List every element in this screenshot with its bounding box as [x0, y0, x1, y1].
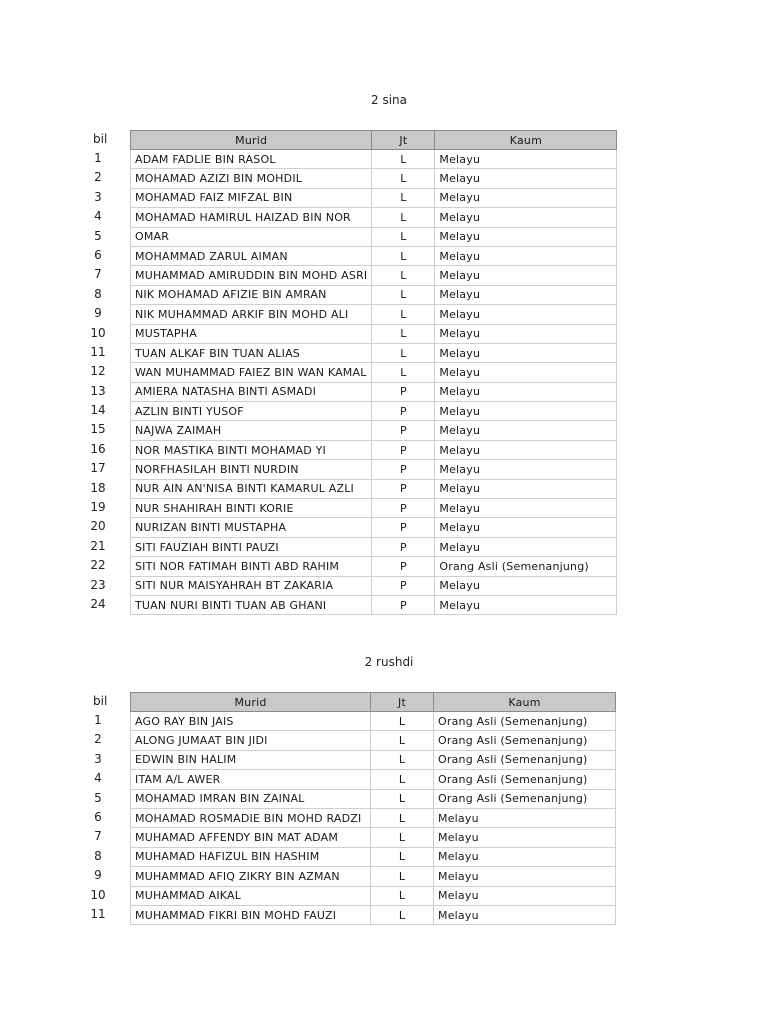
kaum-cell: Melayu [435, 246, 617, 265]
table-row [131, 227, 617, 246]
table-row [131, 382, 617, 401]
murid-cell: NUR SHAHIRAH BINTI KORIE [131, 499, 372, 518]
kaum-cell: Melayu [434, 847, 616, 866]
table-row [131, 343, 617, 362]
jt-cell: P [372, 460, 435, 479]
table-row [131, 285, 617, 304]
table-row [131, 712, 616, 731]
row-number: 16 [90, 441, 106, 456]
kaum-cell: Orang Asli (Semenanjung) [434, 789, 616, 808]
kaum-cell: Melayu [435, 285, 617, 304]
row-number: 10 [90, 325, 106, 340]
column-header-murid: Murid [131, 131, 372, 150]
kaum-cell: Melayu [435, 421, 617, 440]
kaum-cell: Melayu [435, 169, 617, 188]
jt-cell: P [372, 595, 435, 614]
table-row [131, 363, 617, 382]
table-row [131, 808, 616, 827]
row-number: 11 [90, 344, 106, 359]
jt-cell: L [371, 847, 434, 866]
row-number: 4 [94, 209, 102, 224]
row-number: 14 [90, 403, 106, 418]
jt-cell: L [372, 266, 435, 285]
murid-cell: NIK MUHAMMAD ARKIF BIN MOHD ALI [131, 305, 372, 324]
murid-cell: NUR AIN AN'NISA BINTI KAMARUL AZLI [131, 479, 372, 498]
table-row [131, 789, 616, 808]
row-number: 17 [90, 461, 106, 476]
kaum-cell: Melayu [435, 305, 617, 324]
murid-cell: SITI FAUZIAH BINTI PAUZI [131, 537, 372, 556]
murid-cell: MOHAMAD ROSMADIE BIN MOHD RADZI [131, 808, 371, 827]
section-title-2-rushdi: 2 rushdi [364, 655, 414, 669]
kaum-cell: Melayu [435, 208, 617, 227]
table-row [131, 499, 617, 518]
table-row [131, 557, 617, 576]
murid-cell: SITI NOR FATIMAH BINTI ABD RAHIM [131, 557, 372, 576]
kaum-cell: Melayu [435, 479, 617, 498]
murid-cell: MUHAMMAD AIKAL [131, 886, 371, 905]
table-row [131, 770, 616, 789]
table-row [131, 246, 617, 265]
jt-cell: L [372, 169, 435, 188]
table-row [131, 440, 617, 459]
table-row [131, 305, 617, 324]
murid-cell: ALONG JUMAAT BIN JIDI [131, 731, 371, 750]
row-number: 5 [94, 228, 102, 243]
murid-cell: MUHAMMAD AFIQ ZIKRY BIN AZMAN [131, 867, 371, 886]
table-row [131, 518, 617, 537]
kaum-cell: Melayu [435, 518, 617, 537]
kaum-cell: Melayu [435, 266, 617, 285]
column-header-murid: Murid [131, 693, 371, 712]
kaum-cell: Melayu [434, 886, 616, 905]
murid-cell: MUSTAPHA [131, 324, 372, 343]
table-row [131, 576, 617, 595]
kaum-cell: Melayu [434, 808, 616, 827]
table-row [131, 847, 616, 866]
row-number: 8 [94, 848, 102, 863]
jt-cell: L [371, 750, 434, 769]
table-body [131, 712, 616, 925]
table-row [131, 479, 617, 498]
bil-header: bil [93, 132, 108, 146]
table-row [131, 169, 617, 188]
section-title-2-sina: 2 sina [371, 93, 407, 107]
jt-cell: L [371, 712, 434, 731]
jt-cell: L [371, 867, 434, 886]
kaum-cell: Orang Asli (Semenanjung) [434, 770, 616, 789]
jt-cell: L [371, 808, 434, 827]
murid-cell: NORFHASILAH BINTI NURDIN [131, 460, 372, 479]
murid-cell: NOR MASTIKA BINTI MOHAMAD YI [131, 440, 372, 459]
murid-cell: AGO RAY BIN JAIS [131, 712, 371, 731]
kaum-cell: Orang Asli (Semenanjung) [434, 712, 616, 731]
table-row [131, 537, 617, 556]
murid-cell: MOHAMAD HAMIRUL HAIZAD BIN NOR [131, 208, 372, 227]
kaum-cell: Melayu [435, 460, 617, 479]
row-number: 6 [94, 247, 102, 262]
row-number: 24 [90, 596, 106, 611]
jt-cell: L [372, 324, 435, 343]
jt-cell: L [372, 246, 435, 265]
murid-cell: NAJWA ZAIMAH [131, 421, 372, 440]
row-number: 13 [90, 383, 106, 398]
kaum-cell: Melayu [435, 324, 617, 343]
jt-cell: P [372, 499, 435, 518]
row-number: 7 [94, 267, 102, 282]
table-row [131, 188, 617, 207]
table-row [131, 460, 617, 479]
row-number: 2 [94, 170, 102, 185]
row-number: 15 [90, 422, 106, 437]
row-number: 23 [90, 577, 106, 592]
jt-cell: L [371, 789, 434, 808]
murid-cell: MOHAMAD IMRAN BIN ZAINAL [131, 789, 371, 808]
row-number: 12 [90, 364, 106, 379]
jt-cell: L [371, 731, 434, 750]
table-row [131, 266, 617, 285]
jt-cell: L [371, 828, 434, 847]
row-number: 10 [90, 887, 106, 902]
row-number: 9 [94, 306, 102, 321]
murid-cell: AZLIN BINTI YUSOF [131, 402, 372, 421]
jt-cell: P [372, 440, 435, 459]
table-row [131, 886, 616, 905]
jt-cell: L [372, 363, 435, 382]
jt-cell: P [372, 421, 435, 440]
kaum-cell: Orang Asli (Semenanjung) [434, 731, 616, 750]
kaum-cell: Melayu [435, 595, 617, 614]
table-row [131, 402, 617, 421]
student-table-2-rushdi [130, 692, 616, 925]
table-row [131, 828, 616, 847]
murid-cell: MOHAMAD AZIZI BIN MOHDIL [131, 169, 372, 188]
row-number: 1 [94, 713, 102, 727]
row-number: 20 [90, 519, 106, 534]
kaum-cell: Melayu [435, 150, 617, 169]
row-number: 5 [94, 790, 102, 805]
row-number: 1 [94, 151, 102, 165]
table-row [131, 421, 617, 440]
kaum-cell: Melayu [435, 499, 617, 518]
kaum-cell: Melayu [435, 188, 617, 207]
kaum-cell: Melayu [435, 363, 617, 382]
jt-cell: L [372, 305, 435, 324]
table-header-row [131, 693, 616, 712]
table-row [131, 150, 617, 169]
row-number: 19 [90, 500, 106, 515]
row-number: 3 [94, 751, 102, 766]
column-header-kaum: Kaum [434, 693, 616, 712]
murid-cell: EDWIN BIN HALIM [131, 750, 371, 769]
table-row [131, 905, 616, 924]
jt-cell: P [372, 518, 435, 537]
murid-cell: ADAM FADLIE BIN RASOL [131, 150, 372, 169]
kaum-cell: Melayu [434, 905, 616, 924]
jt-cell: P [372, 402, 435, 421]
kaum-cell: Melayu [435, 402, 617, 421]
bil-header: bil [93, 694, 108, 708]
student-table-2-sina [130, 130, 617, 615]
row-number: 11 [90, 906, 106, 921]
murid-cell: AMIERA NATASHA BINTI ASMADI [131, 382, 372, 401]
row-number: 2 [94, 732, 102, 747]
row-number: 3 [94, 189, 102, 204]
table-row [131, 208, 617, 227]
column-header-jt: Jt [371, 693, 434, 712]
jt-cell: P [372, 537, 435, 556]
table-row [131, 750, 616, 769]
murid-cell: MOHAMAD FAIZ MIFZAL BIN [131, 188, 372, 207]
murid-cell: MUHAMAD AFFENDY BIN MAT ADAM [131, 828, 371, 847]
murid-cell: MUHAMMAD FIKRI BIN MOHD FAUZI [131, 905, 371, 924]
murid-cell: TUAN NURI BINTI TUAN AB GHANI [131, 595, 372, 614]
row-number: 6 [94, 809, 102, 824]
kaum-cell: Melayu [435, 227, 617, 246]
column-header-kaum: Kaum [435, 131, 617, 150]
row-number: 7 [94, 829, 102, 844]
kaum-cell: Melayu [435, 382, 617, 401]
jt-cell: L [372, 188, 435, 207]
jt-cell: P [372, 382, 435, 401]
kaum-cell: Melayu [435, 343, 617, 362]
kaum-cell: Melayu [434, 828, 616, 847]
table-header-row [131, 131, 617, 150]
jt-cell: P [372, 576, 435, 595]
murid-cell: ITAM A/L AWER [131, 770, 371, 789]
kaum-cell: Melayu [435, 576, 617, 595]
row-number: 21 [90, 538, 106, 553]
jt-cell: L [372, 343, 435, 362]
kaum-cell: Melayu [435, 440, 617, 459]
jt-cell: L [371, 905, 434, 924]
murid-cell: MUHAMAD HAFIZUL BIN HASHIM [131, 847, 371, 866]
murid-cell: MOHAMMAD ZARUL AIMAN [131, 246, 372, 265]
murid-cell: OMAR [131, 227, 372, 246]
murid-cell: SITI NUR MAISYAHRAH BT ZAKARIA [131, 576, 372, 595]
row-number: 4 [94, 771, 102, 786]
kaum-cell: Melayu [434, 867, 616, 886]
jt-cell: L [372, 285, 435, 304]
table-row [131, 731, 616, 750]
murid-cell: MUHAMMAD AMIRUDDIN BIN MOHD ASRI [131, 266, 372, 285]
column-header-jt: Jt [372, 131, 435, 150]
jt-cell: L [371, 770, 434, 789]
bil-column [80, 149, 116, 614]
murid-cell: TUAN ALKAF BIN TUAN ALIAS [131, 343, 372, 362]
table-row [131, 324, 617, 343]
jt-cell: L [372, 227, 435, 246]
row-number: 22 [90, 558, 106, 573]
kaum-cell: Melayu [435, 537, 617, 556]
row-number: 9 [94, 868, 102, 883]
bil-column [80, 711, 116, 924]
table-row [131, 595, 617, 614]
row-number: 18 [90, 480, 106, 495]
jt-cell: L [372, 208, 435, 227]
murid-cell: WAN MUHAMMAD FAIEZ BIN WAN KAMAL [131, 363, 372, 382]
murid-cell: NURIZAN BINTI MUSTAPHA [131, 518, 372, 537]
murid-cell: NIK MOHAMAD AFIZIE BIN AMRAN [131, 285, 372, 304]
kaum-cell: Orang Asli (Semenanjung) [434, 750, 616, 769]
jt-cell: L [371, 886, 434, 905]
jt-cell: P [372, 557, 435, 576]
table-body [131, 150, 617, 615]
jt-cell: L [372, 150, 435, 169]
row-number: 8 [94, 286, 102, 301]
kaum-cell: Orang Asli (Semenanjung) [435, 557, 617, 576]
table-row [131, 867, 616, 886]
jt-cell: P [372, 479, 435, 498]
